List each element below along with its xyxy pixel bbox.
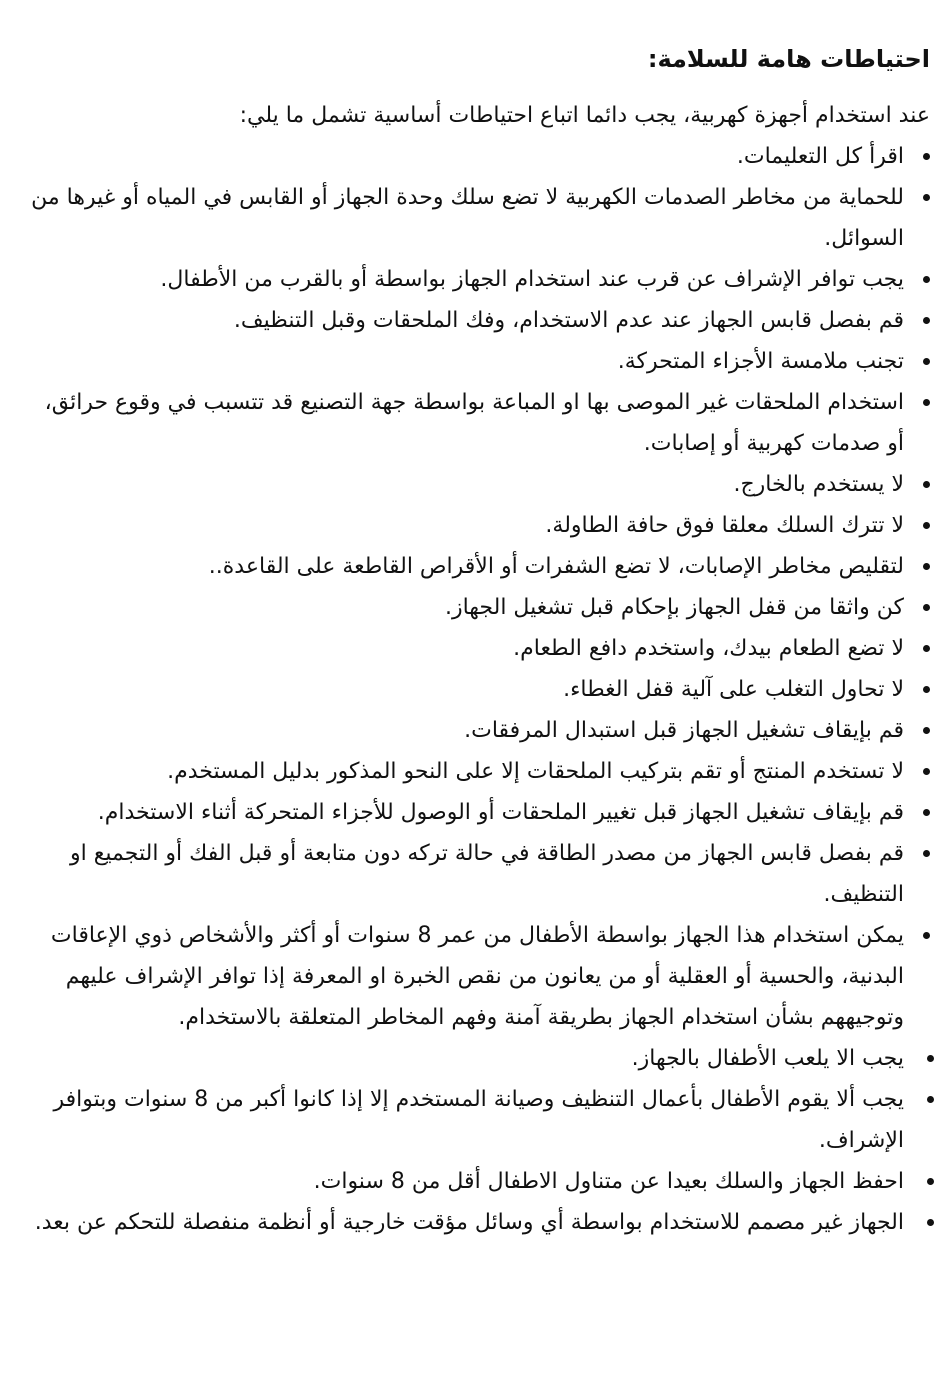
list-item-text: لا يستخدم بالخارج. (733, 472, 904, 497)
list-item-text: لتقليص مخاطر الإصابات، لا تضع الشفرات أو الأقراص القاطعة على القاعدة.. (208, 554, 904, 579)
list-item (26, 1038, 930, 1079)
list-item (26, 669, 930, 710)
list-item-text: لا تضع الطعام بيدك، واستخدم دافع الطعام. (513, 636, 904, 661)
bullet-icon (923, 317, 930, 324)
bullet-icon (923, 645, 930, 652)
list-item (26, 382, 930, 464)
list-item (26, 1161, 930, 1202)
list-item-text: قم بإيقاف تشغيل الجهاز قبل استبدال المرفقات. (464, 718, 904, 743)
bullet-icon (923, 153, 930, 160)
list-item-text: يمكن استخدام هذا الجهاز بواسطة الأطفال من عمر 8 سنوات أو أكثر والأشخاص ذوي الإعاقات البدنية، والحسية أو العقلية أو من يعانون من نقص الخبرة او المعرفة إذا توافر الإشراف عليهم وتوجيههم بشأن استخدام الجهاز بطريقة آمنة وفهم المخاطر المتعلقة بالاستخدام. (50, 923, 904, 1030)
bullet-icon (923, 604, 930, 611)
list-item (26, 300, 930, 341)
list-item-text: الجهاز غير مصمم للاستخدام بواسطة أي وسائل مؤقت خارجية أو أنظمة منفصلة للتحكم عن بعد. (34, 1210, 904, 1235)
bullet-icon (923, 768, 930, 775)
list-item-text: كن واثقا من قفل الجهاز بإحكام قبل تشغيل الجهاز. (444, 595, 904, 620)
bullet-icon (923, 809, 930, 816)
list-item (26, 792, 930, 833)
bullet-icon (927, 1178, 934, 1185)
list-item (26, 136, 930, 177)
bullet-icon (923, 932, 930, 939)
page-title: احتياطات هامة للسلامة: (647, 45, 930, 73)
list-item (26, 546, 930, 587)
bullet-icon (923, 850, 930, 857)
list-item-text: اقرأ كل التعليمات. (736, 144, 904, 169)
list-item (26, 341, 930, 382)
list-item-text: يجب ألا يقوم الأطفال بأعمال التنظيف وصيانة المستخدم إلا إذا كانوا أكبر من 8 سنوات وبتوافر الإشراف. (53, 1087, 904, 1153)
list-item (26, 751, 930, 792)
precautions-list (26, 136, 930, 1243)
bullet-icon (923, 522, 930, 529)
bullet-icon (923, 358, 930, 365)
list-item (26, 1202, 930, 1243)
bullet-icon (923, 686, 930, 693)
list-item-text: لا تترك السلك معلقا فوق حافة الطاولة. (545, 513, 904, 538)
list-item-text: للحماية من مخاطر الصدمات الكهربية لا تضع سلك وحدة الجهاز أو القابس في المياه أو غيرها من السوائل. (31, 185, 904, 251)
list-item (26, 710, 930, 751)
list-item-text: يجب الا يلعب الأطفال بالجهاز. (631, 1046, 904, 1071)
list-item-text: يجب توافر الإشراف عن قرب عند استخدام الجهاز بواسطة أو بالقرب من الأطفال. (160, 267, 904, 292)
intro-text: عند استخدام أجهزة كهربية، يجب دائما اتباع احتياطات أساسية تشمل ما يلي: (239, 103, 930, 128)
list-item (26, 464, 930, 505)
bullet-icon (927, 1219, 934, 1226)
bullet-icon (923, 399, 930, 406)
list-item-text: قم بفصل قابس الجهاز من مصدر الطاقة في حالة تركه دون متابعة أو قبل الفك أو التجميع او التنظيف. (69, 841, 904, 907)
list-item (26, 177, 930, 259)
list-item-text: تجنب ملامسة الأجزاء المتحركة. (617, 349, 904, 374)
list-item-text: احفظ الجهاز والسلك بعيدا عن متناول الاطفال أقل من 8 سنوات. (313, 1169, 904, 1194)
bullet-icon (923, 194, 930, 201)
list-item (26, 915, 930, 1038)
list-item (26, 628, 930, 669)
list-item (26, 505, 930, 546)
list-item-text: قم بإيقاف تشغيل الجهاز قبل تغيير الملحقات أو الوصول للأجزاء المتحركة أثناء الاستخدام. (97, 800, 904, 825)
bullet-icon (923, 563, 930, 570)
list-item-text: لا تستخدم المنتج أو تقم بتركيب الملحقات إلا على النحو المذكور بدليل المستخدم. (167, 759, 904, 784)
bullet-icon (927, 1096, 934, 1103)
list-item-text: استخدام الملحقات غير الموصى بها او المباعة بواسطة جهة التصنيع قد تتسبب في وقوع حرائق، أو صدمات كهربية أو إصابات. (44, 390, 904, 456)
list-item (26, 587, 930, 628)
bullet-icon (923, 481, 930, 488)
list-item (26, 1079, 930, 1161)
list-item-text: قم بفصل قابس الجهاز عند عدم الاستخدام، وفك الملحقات وقبل التنظيف. (233, 308, 904, 333)
list-item-text: لا تحاول التغلب على آلية قفل الغطاء. (563, 677, 904, 702)
bullet-icon (923, 276, 930, 283)
list-item (26, 833, 930, 915)
bullet-icon (923, 727, 930, 734)
bullet-icon (927, 1055, 934, 1062)
list-item (26, 259, 930, 300)
